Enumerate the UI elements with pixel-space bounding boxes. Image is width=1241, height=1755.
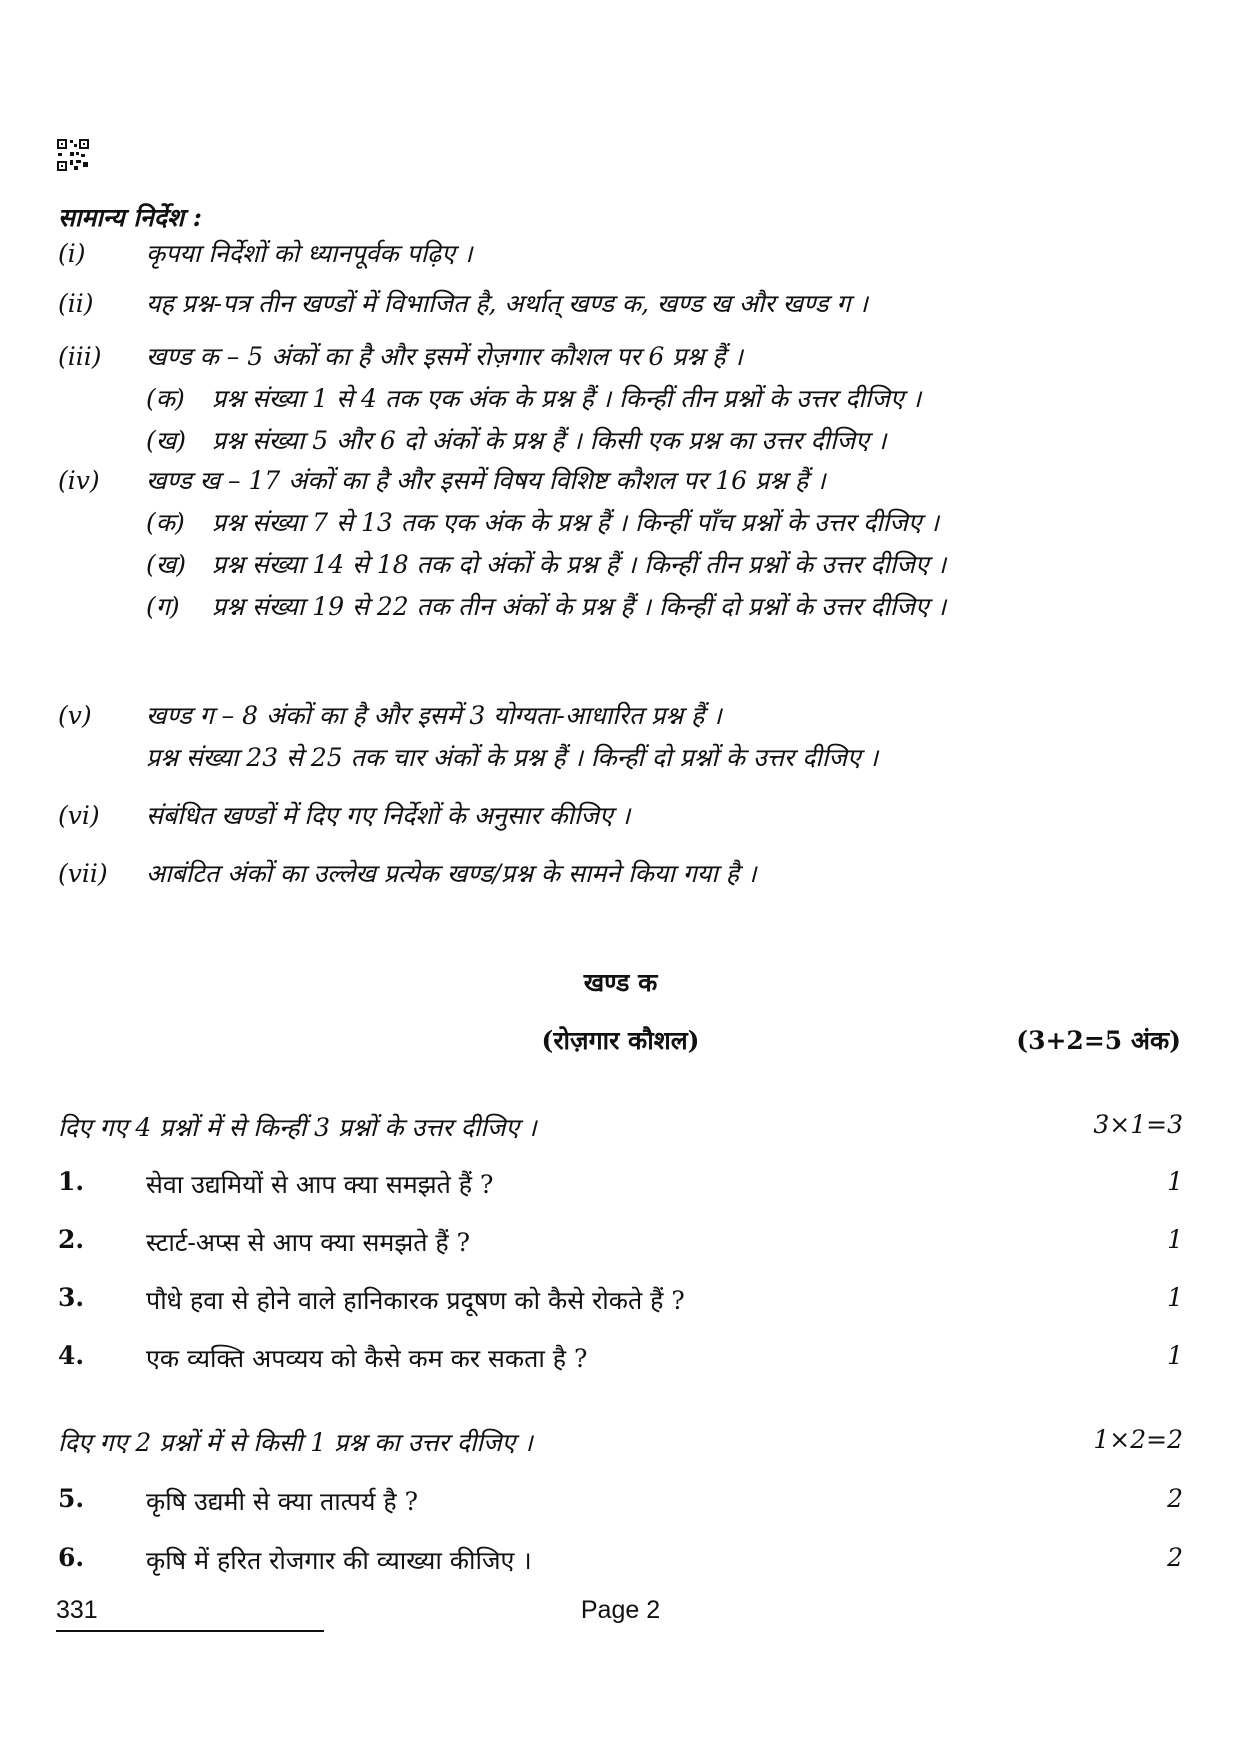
question-marks: 1 <box>1167 1225 1183 1254</box>
question-marks: 2 <box>1167 1543 1183 1572</box>
group-text: दिए गए 2 प्रश्नों में से किसी 1 प्रश्न का उत्तर दीजिए । <box>58 1428 533 1457</box>
instruction-item <box>58 695 1188 779</box>
question-number: 1. <box>58 1167 85 1196</box>
instruction-number: (iii) <box>58 342 102 371</box>
question-number: 3. <box>58 1283 85 1312</box>
instruction-item <box>58 853 1188 895</box>
instruction-item <box>58 460 1188 628</box>
instruction-text-line2: प्रश्न संख्या 23 से 25 तक चार अंकों के प्रश्न हैं । किन्हीं दो प्रश्नों के उत्तर दीजिए । <box>146 743 879 772</box>
question-number: 4. <box>58 1341 85 1370</box>
subitem-label: (ख) <box>146 550 186 579</box>
subitem-text: प्रश्न संख्या 7 से 13 तक एक अंक के प्रश्न हैं । किन्हीं पाँच प्रश्नों के उत्तर दीजिए । <box>212 508 939 537</box>
question-text: स्टार्ट-अप्स से आप क्या समझते हैं ? <box>146 1228 471 1257</box>
section-title: खण्ड क <box>583 968 658 997</box>
instruction-text: खण्ड क – 5 अंकों का है और इसमें रोज़गार कौशल पर 6 प्रश्न हैं । <box>146 342 743 371</box>
question-text: पौधे हवा से होने वाले हानिकारक प्रदूषण को कैसे रोकते हैं ? <box>146 1286 685 1315</box>
footer-divider <box>56 1630 324 1632</box>
question-text: सेवा उद्यमियों से आप क्या समझते हैं ? <box>146 1170 494 1199</box>
instruction-text: कृपया निर्देशों को ध्यानपूर्वक पढ़िए । <box>146 239 473 268</box>
instruction-subitem <box>146 544 1188 586</box>
question-marks: 1 <box>1167 1283 1183 1312</box>
section-marks: (3+2=5 अंक) <box>1016 1026 1181 1055</box>
subitem-label: (ग) <box>146 592 180 621</box>
question-marks: 1 <box>1167 1341 1183 1370</box>
subitem-text: प्रश्न संख्या 14 से 18 तक दो अंकों के प्रश्न हैं । किन्हीं तीन प्रश्नों के उत्तर दीजिए । <box>212 550 947 579</box>
subitem-text: प्रश्न संख्या 5 और 6 दो अंकों के प्रश्न हैं । किसी एक प्रश्न का उत्तर दीजिए । <box>212 426 887 455</box>
instruction-subitem <box>146 420 1188 462</box>
page-number: Page 2 <box>580 1596 661 1624</box>
question-marks: 2 <box>1167 1484 1183 1513</box>
general-instructions-heading: सामान्य निर्देश : <box>58 203 202 232</box>
subitem-text: प्रश्न संख्या 19 से 22 तक तीन अंकों के प्रश्न हैं । किन्हीं दो प्रश्नों के उत्तर दीजिए । <box>212 592 947 621</box>
instruction-item <box>58 795 1188 837</box>
question-text: कृषि में हरित रोजगार की व्याख्या कीजिए । <box>146 1546 532 1575</box>
subitem-label: (क) <box>146 508 185 537</box>
paper-code: 331 <box>56 1596 98 1624</box>
instruction-number: (i) <box>58 239 86 268</box>
question-text: कृषि उद्यमी से क्या तात्पर्य है ? <box>146 1487 419 1516</box>
instruction-number: (vi) <box>58 801 100 830</box>
question-text: एक व्यक्ति अपव्यय को कैसे कम कर सकता है ? <box>146 1344 588 1373</box>
question-number: 5. <box>58 1484 85 1513</box>
question-marks: 1 <box>1167 1167 1183 1196</box>
group-marks: 3×1=3 <box>1093 1110 1183 1139</box>
question-number: 2. <box>58 1225 85 1254</box>
instruction-subitem <box>146 502 1188 544</box>
instruction-text: खण्ड ख – 17 अंकों का है और इसमें विषय विशिष्ट कौशल पर 16 प्रश्न हैं । <box>146 466 826 495</box>
group-text: दिए गए 4 प्रश्नों में से किन्हीं 3 प्रश्नों के उत्तर दीजिए । <box>58 1113 537 1142</box>
group-marks: 1×2=2 <box>1093 1425 1183 1454</box>
instruction-number: (ii) <box>58 289 94 318</box>
section-subtitle: (रोज़गार कौशल) <box>541 1026 700 1055</box>
subitem-label: (ख) <box>146 426 186 455</box>
instruction-subitem <box>146 586 1188 628</box>
question-number: 6. <box>58 1543 85 1572</box>
instruction-subitem <box>146 378 1188 420</box>
qr-code-icon <box>56 138 90 172</box>
instruction-text: यह प्रश्न-पत्र तीन खण्डों में विभाजित है, अर्थात् खण्ड क, खण्ड ख और खण्ड ग । <box>146 289 868 318</box>
instruction-item <box>58 336 1188 462</box>
instruction-number: (v) <box>58 701 92 730</box>
instruction-text: संबंधित खण्डों में दिए गए निर्देशों के अनुसार कीजिए । <box>146 801 631 830</box>
instruction-number: (iv) <box>58 466 100 495</box>
subitem-label: (क) <box>146 384 185 413</box>
instruction-number: (vii) <box>58 859 108 888</box>
subitem-text: प्रश्न संख्या 1 से 4 तक एक अंक के प्रश्न हैं । किन्हीं तीन प्रश्नों के उत्तर दीजिए । <box>212 384 922 413</box>
instruction-item <box>58 233 1188 275</box>
instruction-text: आबंटित अंकों का उल्लेख प्रत्येक खण्ड/प्रश्न के सामने किया गया है । <box>146 859 757 888</box>
instruction-text: खण्ड ग – 8 अंकों का है और इसमें 3 योग्यता-आधारित प्रश्न हैं । <box>146 701 722 730</box>
instruction-item <box>58 283 1188 325</box>
